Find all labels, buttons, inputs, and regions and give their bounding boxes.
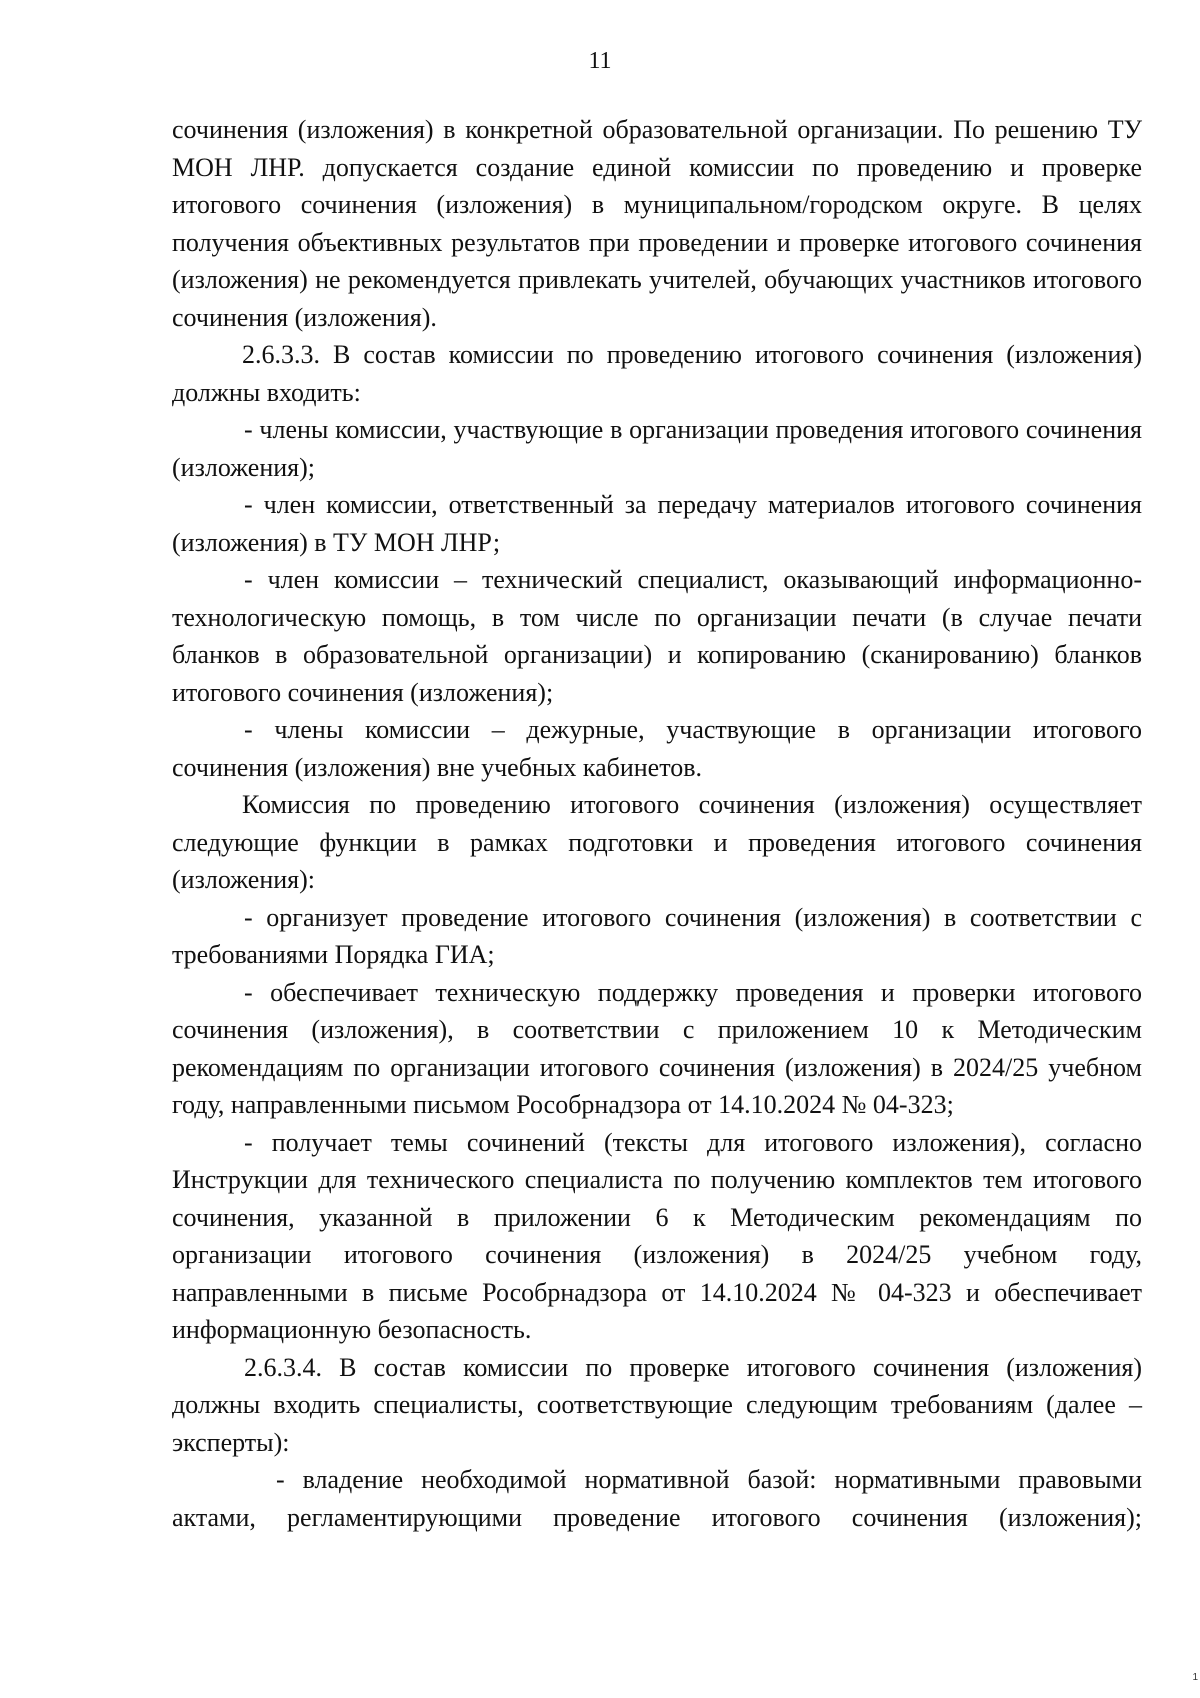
list-item-function-organize: - организует проведение итогового сочинения (изложения) в соответствии с требованиями Порядка ГИА; xyxy=(172,902,1142,969)
list-item-function-support: - обеспечивает техническую поддержку проведения и проверки итогового сочинения (изложения), в соответствии с приложением 10 к Методическим рекомендациям по организации итогового сочинения (изложения) в 2024/25 учебном году, направленными письмом Рособрнадзора от 14.10.2024 № 04-323; xyxy=(172,977,1142,1119)
list-item-members-organization: - члены комиссии, участвующие в организации проведения итогового сочинения (изложения); xyxy=(172,415,1142,482)
paragraph-section-2-6-3-3: 2.6.3.3. В состав комиссии по проведению итогового сочинения (изложения) должны входить: xyxy=(172,340,1142,407)
corner-mark: 1 xyxy=(1192,1672,1198,1683)
list-item-members-duty: - члены комиссии – дежурные, участвующие в организации итогового сочинения (изложения) вне учебных кабинетов. xyxy=(172,715,1142,782)
list-item-member-technical: - член комиссии – технический специалист, оказывающий информационно- технологическую помощь, в том числе по организации печати (в случае печати бланков в образовательной организации) и копированию (сканированию) бланков итогового сочинения (изложения); xyxy=(172,565,1142,707)
page-number: 11 xyxy=(588,48,612,74)
document-body xyxy=(172,111,1142,1536)
paragraph-commission-intro: сочинения (изложения) в конкретной образовательной организации. По решению ТУ МОН ЛНР. допускается создание единой комиссии по проведению и проверке итогового сочинения (изложения) в муниципальном/городском округе. В целях получения объективных результатов при проведении и проверке итогового сочинения (изложения) не рекомендуется привлекать учителей, обучающих участников итогового сочинения (изложения). xyxy=(172,115,1142,332)
list-item-function-topics: - получает темы сочинений (тексты для итогового изложения), согласно Инструкции для технического специалиста по получению комплектов тем итогового сочинения, указанной в приложении 6 к Методическим рекомендациям по организации итогового сочинения (изложения) в 2024/25 учебном году, направленными в письме Рособрнадзора от 14.10.2024 № 04-323 и обеспечивает информационную безопасность. xyxy=(172,1127,1142,1344)
list-item-requirement-regulations: - владение необходимой нормативной базой: нормативными правовыми актами, регламентирующими проведение итогового сочинения (изложения); xyxy=(172,1465,1142,1532)
list-item-member-transfer: - член комиссии, ответственный за передачу материалов итогового сочинения (изложения) в ТУ МОН ЛНР; xyxy=(172,490,1142,557)
paragraph-section-2-6-3-4: 2.6.3.4. В состав комиссии по проверке итогового сочинения (изложения) должны входить специалисты, соответствующие следующим требованиям (далее – эксперты): xyxy=(172,1352,1142,1457)
paragraph-commission-functions: Комиссия по проведению итогового сочинения (изложения) осуществляет следующие функции в рамках подготовки и проведения итогового сочинения (изложения): xyxy=(172,790,1142,894)
